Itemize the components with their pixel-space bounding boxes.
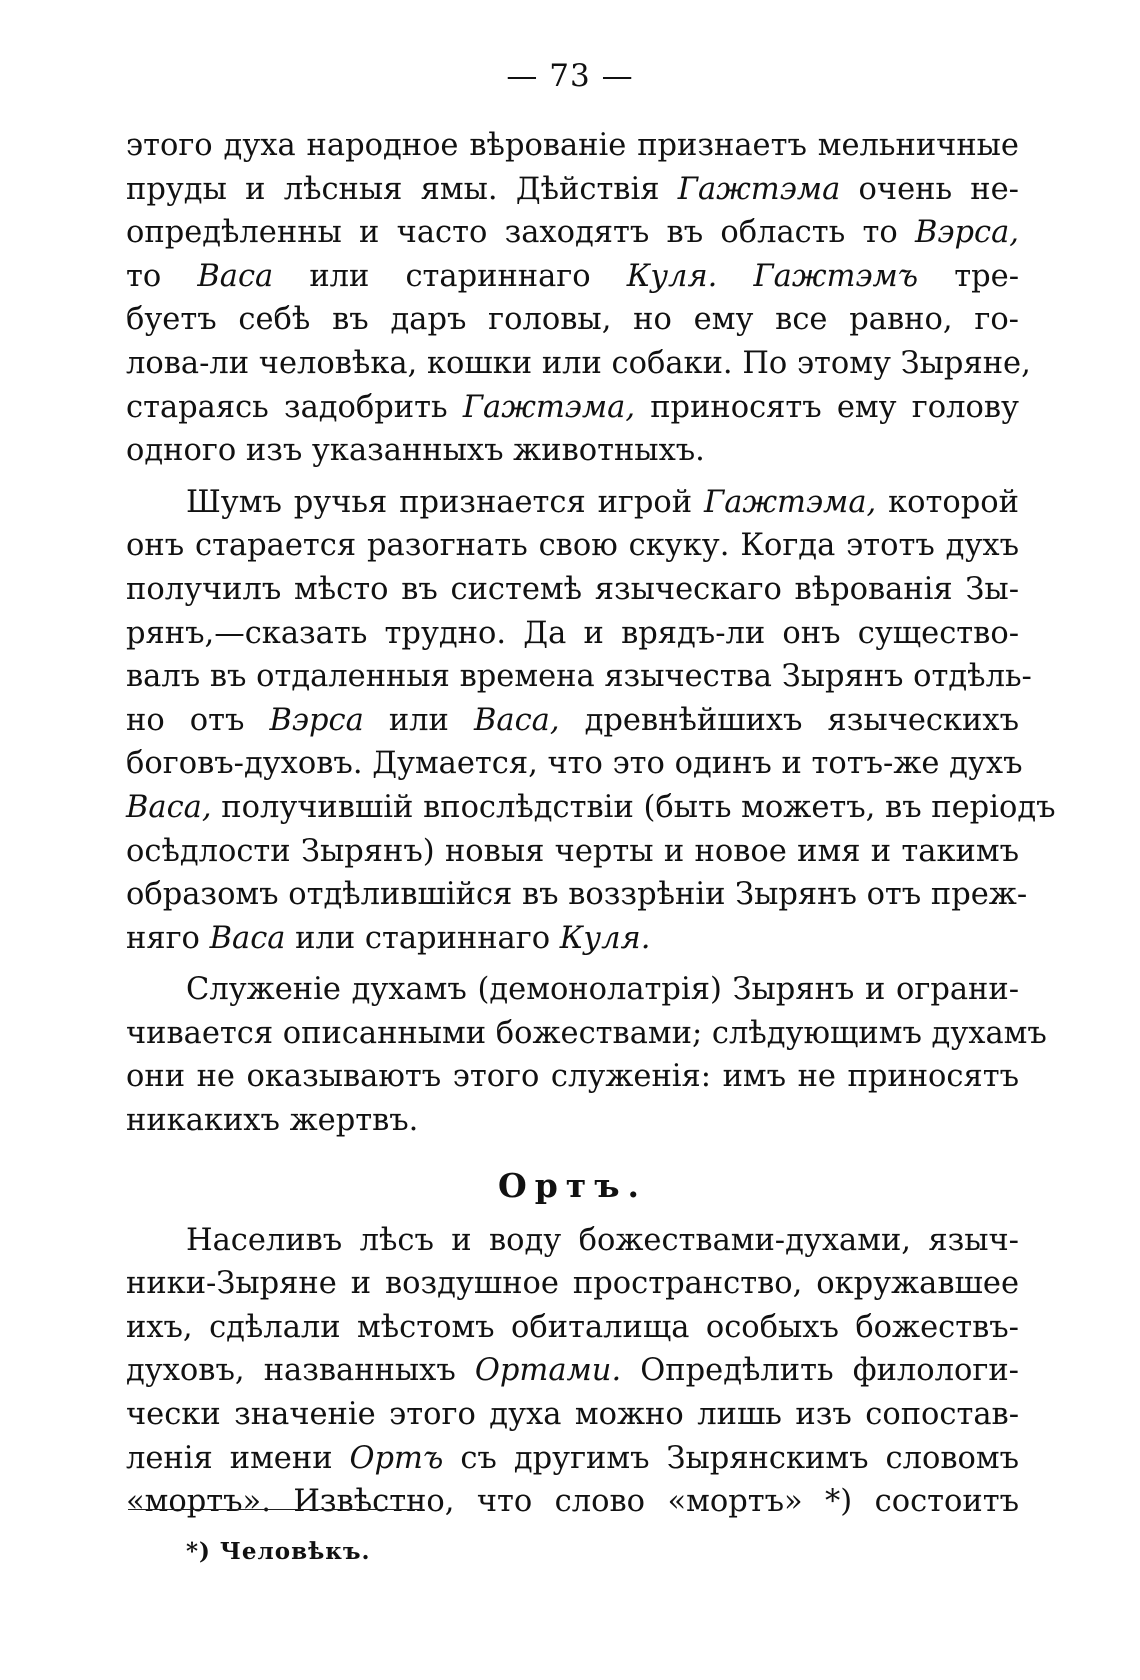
text-run: «мортъ». Извѣстно, что слово «мортъ» *) состоитъ — [126, 1484, 1019, 1520]
text-line — [126, 655, 1032, 699]
text-line — [126, 168, 1019, 212]
text-run: Шумъ ручья признается игрой — [186, 484, 704, 520]
footnote: *) Человѣкъ. — [186, 1538, 371, 1565]
text-line — [126, 968, 1019, 1012]
text-run: но отъ — [126, 702, 270, 738]
italic-term: Гажтэма, — [704, 484, 877, 520]
italic-term: Вэрса — [269, 702, 364, 738]
text-run: ихъ, сдѣлали мѣстомъ обиталища особыхъ божествъ- — [126, 1309, 1019, 1345]
text-run: стараясь задобрить — [126, 389, 463, 425]
text-line — [126, 124, 1019, 168]
text-run — [717, 259, 753, 294]
text-line — [126, 1055, 1019, 1099]
text-line — [126, 1306, 1019, 1350]
text-run: пруды и лѣсныя ямы. Дѣйствія — [126, 171, 678, 207]
text-line — [126, 429, 1019, 473]
text-run: получившій впослѣдствіи (быть можетъ, въ періодъ — [211, 789, 1056, 825]
text-run: получилъ мѣсто въ системѣ языческаго вѣрованія Зы- — [126, 571, 1019, 607]
text-line — [126, 1262, 1019, 1306]
text-run: Населивъ лѣсъ и воду божествами-духами, языч- — [186, 1222, 1019, 1258]
section-heading: Ортъ. — [497, 1165, 648, 1205]
text-line — [126, 699, 1019, 743]
text-line — [126, 1393, 1019, 1437]
text-line — [126, 1437, 1019, 1481]
text-line — [126, 1480, 1019, 1524]
paragraph-gap — [126, 473, 1019, 481]
text-run: приносятъ ему голову — [635, 389, 1019, 425]
text-line — [126, 917, 1019, 961]
text-run: няго — [126, 920, 210, 956]
text-run: то — [126, 258, 198, 294]
text-run: опредѣленны и часто заходятъ въ область то — [126, 215, 916, 251]
italic-term: Васа, — [473, 702, 560, 738]
text-run: Опредѣлить филологи- — [621, 1353, 1019, 1389]
text-run: образомъ отдѣлившійся въ воззрѣніи Зырянъ отъ преж- — [126, 877, 1028, 913]
text-run: чески значеніе этого духа можно лишь изъ сопостав- — [126, 1397, 1019, 1433]
italic-term: Гажтэма — [677, 171, 841, 207]
text-run: древнѣйшихъ языческихъ — [559, 702, 1019, 738]
text-run: тре- — [918, 258, 1019, 294]
text-run: боговъ-духовъ. Думается, что это одинъ и тотъ-же духъ — [126, 746, 1023, 782]
body-text — [126, 124, 1056, 1524]
page-number: — 73 — — [506, 58, 634, 94]
text-line — [126, 211, 1019, 255]
text-line — [126, 255, 1019, 299]
text-run: ники-Зыряне и воздушное пространство, окружавшее — [126, 1266, 1019, 1302]
text-line — [126, 524, 1019, 568]
text-run: рянъ,—сказать трудно. Да и врядъ-ли онъ существо- — [126, 615, 1019, 651]
text-run: этого духа народное вѣрованіе признаетъ мельничные — [126, 128, 1019, 163]
text-run: буетъ себѣ въ даръ головы, но ему все равно, го- — [126, 302, 1019, 338]
text-line — [126, 830, 1019, 874]
text-run: лова-ли человѣка, кошки или собаки. По этому Зыряне, — [126, 345, 1031, 381]
text-run: они не оказываютъ этого служенія: имъ не приносятъ — [126, 1059, 1019, 1095]
text-run: онъ старается разогнать свою скуку. Когда этотъ духъ — [126, 528, 1019, 564]
italic-term: Куля. — [559, 920, 651, 956]
text-line — [126, 873, 1028, 917]
text-line — [126, 612, 1019, 656]
text-run: валъ въ отдаленныя времена язычества Зырянъ отдѣль- — [126, 659, 1032, 695]
text-run: которой — [876, 484, 1019, 520]
text-run: или — [363, 702, 474, 738]
text-line — [126, 481, 1019, 525]
text-line — [126, 298, 1019, 342]
italic-term: Гажтэмъ — [753, 258, 919, 294]
text-line — [126, 1349, 1019, 1393]
text-line — [126, 568, 1019, 612]
text-line — [126, 342, 1031, 386]
text-line — [126, 742, 1023, 786]
text-run: одного изъ указанныхъ животныхъ. — [126, 433, 705, 469]
text-run: Служеніе духамъ (демонолатрія) Зырянъ и ограни- — [186, 972, 1019, 1008]
italic-term: Ортъ — [349, 1440, 444, 1476]
text-line — [126, 386, 1019, 430]
italic-term: Ортами. — [474, 1353, 622, 1389]
text-run: чивается описанными божествами; слѣдующимъ духамъ — [126, 1015, 1047, 1051]
text-line — [126, 1219, 1019, 1263]
text-run: съ другимъ Зырянскимъ словомъ — [443, 1440, 1019, 1476]
text-run: или стариннаго — [285, 920, 560, 956]
italic-term: Куля. — [626, 258, 718, 294]
italic-term: Гажтэма, — [462, 389, 636, 425]
italic-term: Васа, — [126, 789, 212, 825]
text-run: духовъ, названныхъ — [126, 1353, 475, 1389]
text-line — [126, 1099, 1019, 1143]
text-run: осѣдлости Зырянъ) новыя черты и новое имя и такимъ — [126, 833, 1019, 869]
italic-term: Васа — [197, 258, 274, 294]
italic-term: Васа — [209, 920, 286, 956]
text-run: очень не- — [840, 171, 1019, 207]
italic-term: Вэрса, — [915, 215, 1019, 251]
text-run: никакихъ жертвъ. — [126, 1103, 419, 1139]
paragraph-gap — [126, 960, 1019, 968]
text-run: или стариннаго — [273, 258, 627, 294]
footnote-rule — [128, 1509, 424, 1510]
text-run: ленія имени — [126, 1440, 350, 1476]
text-line — [126, 1012, 1047, 1056]
text-line — [126, 786, 1056, 830]
